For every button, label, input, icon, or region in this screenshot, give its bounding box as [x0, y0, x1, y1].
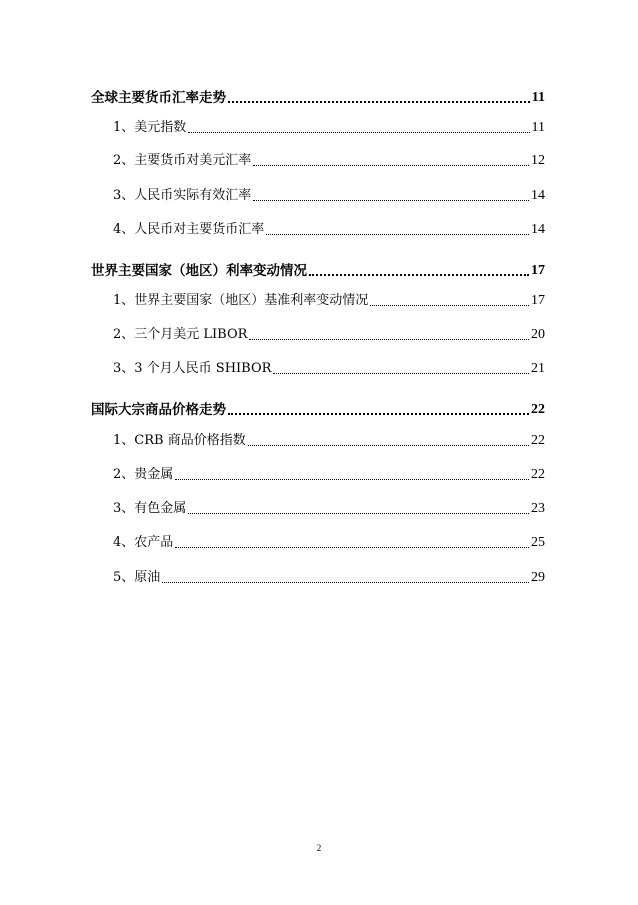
toc-leader [253, 200, 529, 201]
toc-label: 3、人民币实际有效汇率 [113, 188, 252, 203]
toc-leader [175, 547, 529, 548]
toc-item-rmb-major[interactable] [113, 216, 545, 238]
toc-label: 国际大宗商品价格走势 [91, 402, 226, 418]
toc-label: 世界主要国家（地区）利率变动情况 [91, 263, 307, 279]
toc-label: 1、世界主要国家（地区）基准利率变动情况 [113, 293, 369, 308]
toc-label: 全球主要货币汇率走势 [91, 90, 226, 106]
toc-page: 14 [531, 222, 545, 237]
toc-page: 22 [531, 402, 545, 417]
toc-page: 12 [531, 153, 545, 168]
toc-leader [249, 339, 529, 340]
toc-leader [228, 101, 530, 103]
toc-leader [248, 445, 529, 446]
toc-leader [162, 582, 529, 583]
toc-item-crb[interactable] [113, 427, 545, 449]
toc-leader [175, 479, 529, 480]
toc-section-rates[interactable] [91, 257, 545, 279]
toc-leader [266, 234, 529, 235]
toc-item-dollar-index[interactable] [113, 114, 545, 136]
toc-page: 22 [531, 467, 545, 482]
toc-page: 22 [531, 433, 545, 448]
toc-item-agriculture[interactable] [113, 529, 545, 551]
toc-page: 21 [531, 361, 545, 376]
toc-leader [253, 165, 529, 166]
toc-label: 1、CRB 商品价格指数 [113, 433, 246, 448]
toc-leader [228, 413, 529, 415]
toc-label: 4、人民币对主要货币汇率 [113, 222, 265, 237]
toc-item-libor[interactable] [113, 321, 545, 343]
toc-page: 29 [531, 570, 545, 585]
toc-page: 11 [531, 90, 545, 105]
toc-label: 4、农产品 [113, 535, 174, 550]
toc-label: 3、有色金属 [113, 501, 187, 516]
toc-page: 20 [531, 327, 545, 342]
toc-item-nonferrous[interactable] [113, 495, 545, 517]
toc-item-benchmark-rates[interactable] [113, 287, 545, 309]
toc-label: 2、三个月美元 LIBOR [113, 327, 248, 342]
toc-page: 11 [531, 120, 545, 135]
toc-item-rmb-reer[interactable] [113, 182, 545, 204]
page-number: 2 [316, 843, 322, 853]
toc-page: 25 [531, 535, 545, 550]
toc-section-commodities[interactable] [91, 396, 545, 418]
toc-item-shibor[interactable] [113, 355, 545, 377]
toc-label: 1、美元指数 [113, 120, 187, 135]
toc-item-precious-metals[interactable] [113, 461, 545, 483]
toc-leader [188, 132, 529, 133]
toc-leader [188, 513, 529, 514]
toc-page: 23 [531, 501, 545, 516]
toc-section-fx[interactable] [91, 84, 545, 106]
toc-label: 2、主要货币对美元汇率 [113, 153, 252, 168]
toc-page: 17 [531, 263, 545, 278]
toc-label: 3、3 个月人民币 SHIBOR [113, 361, 272, 376]
toc-label: 2、贵金属 [113, 467, 174, 482]
toc-leader [273, 373, 529, 374]
toc-leader [370, 305, 529, 306]
toc-page: 14 [531, 188, 545, 203]
toc-label: 5、原油 [113, 570, 161, 585]
toc-item-crude-oil[interactable] [113, 564, 545, 586]
toc-leader [309, 274, 529, 276]
toc-item-major-currencies[interactable] [113, 147, 545, 169]
toc-page: 17 [531, 293, 545, 308]
